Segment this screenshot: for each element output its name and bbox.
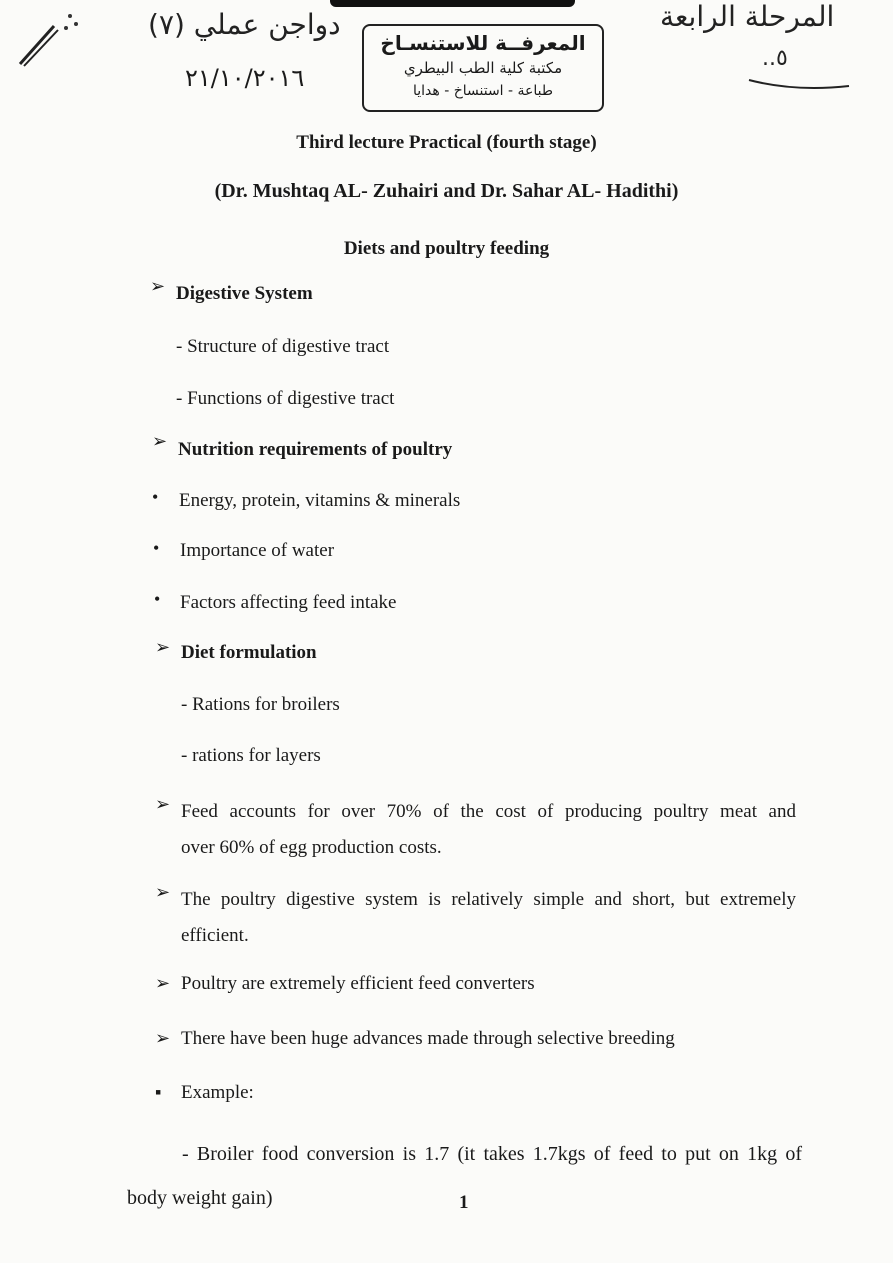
handwritten-stage-note: المرحلة الرابعة <box>660 0 835 33</box>
arrow-bullet-icon: ➢ <box>155 637 171 657</box>
nutrition-bullet-water: Importance of water <box>180 540 335 561</box>
arrow-bullet-icon: ➢ <box>152 431 168 451</box>
point-feed-costs-line-1: Feed accounts for over 70% of the cost of producing poultry meat and <box>181 801 796 822</box>
nutrition-bullet-intake: Factors affecting feed intake <box>180 592 397 613</box>
point-digestive-efficient <box>181 882 796 954</box>
nutrition-heading: Nutrition requirements of poultry <box>178 439 453 460</box>
diet-heading: Diet formulation <box>181 642 317 663</box>
stamp-line-3: طباعة - استنساخ - هدايا <box>412 83 554 99</box>
point-digestive-efficient-line-2: efficient. <box>181 925 249 946</box>
stamp-line-1: المعرفــة للاستنسـاخ <box>380 31 586 55</box>
pen-mark-icon <box>14 6 84 72</box>
handwritten-underline-icon <box>745 70 855 100</box>
point-digestive-efficient-line-1: The poultry digestive system is relatively simple and short, but extremely <box>181 889 796 910</box>
arrow-bullet-icon: ➢ <box>155 973 171 993</box>
handwritten-course-note: دواجن عملي (٧) <box>148 8 341 41</box>
arrow-bullet-icon: ➢ <box>155 882 171 902</box>
digestive-sub-functions: - Functions of digestive tract <box>176 388 395 409</box>
point-feed-converters: Poultry are extremely efficient feed converters <box>181 973 535 994</box>
arrow-bullet-icon: ➢ <box>155 794 171 814</box>
square-bullet-icon: ▪ <box>155 1082 162 1102</box>
lecture-authors: (Dr. Mushtaq AL- Zuhairi and Dr. Sahar AL- Hadithi) <box>214 180 679 202</box>
digestive-heading: Digestive System <box>176 283 313 304</box>
diet-sub-layers: - rations for layers <box>181 745 321 766</box>
diet-sub-broilers: - Rations for broilers <box>181 694 340 715</box>
lecture-title: Third lecture Practical (fourth stage) <box>296 132 597 153</box>
point-feed-costs <box>181 794 796 866</box>
nutrition-bullet-energy: Energy, protein, vitamins & minerals <box>179 490 461 511</box>
stamp-line-2: مكتبة كلية الطب البيطري <box>403 59 563 77</box>
dot-bullet-icon: • <box>152 487 159 507</box>
dot-bullet-icon: • <box>154 589 161 609</box>
scan-edge-bar <box>330 0 575 7</box>
digestive-sub-structure: - Structure of digestive tract <box>176 336 390 357</box>
page-number: 1 <box>459 1192 469 1213</box>
example-label: Example: <box>181 1082 254 1103</box>
arrow-bullet-icon: ➢ <box>150 276 166 296</box>
arrow-bullet-icon: ➢ <box>155 1028 171 1048</box>
handwritten-mark: ٥.. <box>762 46 788 71</box>
point-feed-costs-line-2: over 60% of egg production costs. <box>181 837 442 858</box>
point-selective-breeding: There have been huge advances made through selective breeding <box>181 1028 675 1049</box>
lecture-subtitle: Diets and poultry feeding <box>343 238 550 259</box>
example-line-2: body weight gain) <box>127 1187 273 1209</box>
dot-bullet-icon: • <box>153 538 160 558</box>
library-stamp <box>362 24 604 112</box>
example-line-1: - Broiler food conversion is 1.7 (it takes 1.7kgs of feed to put on 1kg of <box>182 1143 802 1165</box>
handwritten-date: ٢١/١٠/٢٠١٦ <box>185 64 305 92</box>
